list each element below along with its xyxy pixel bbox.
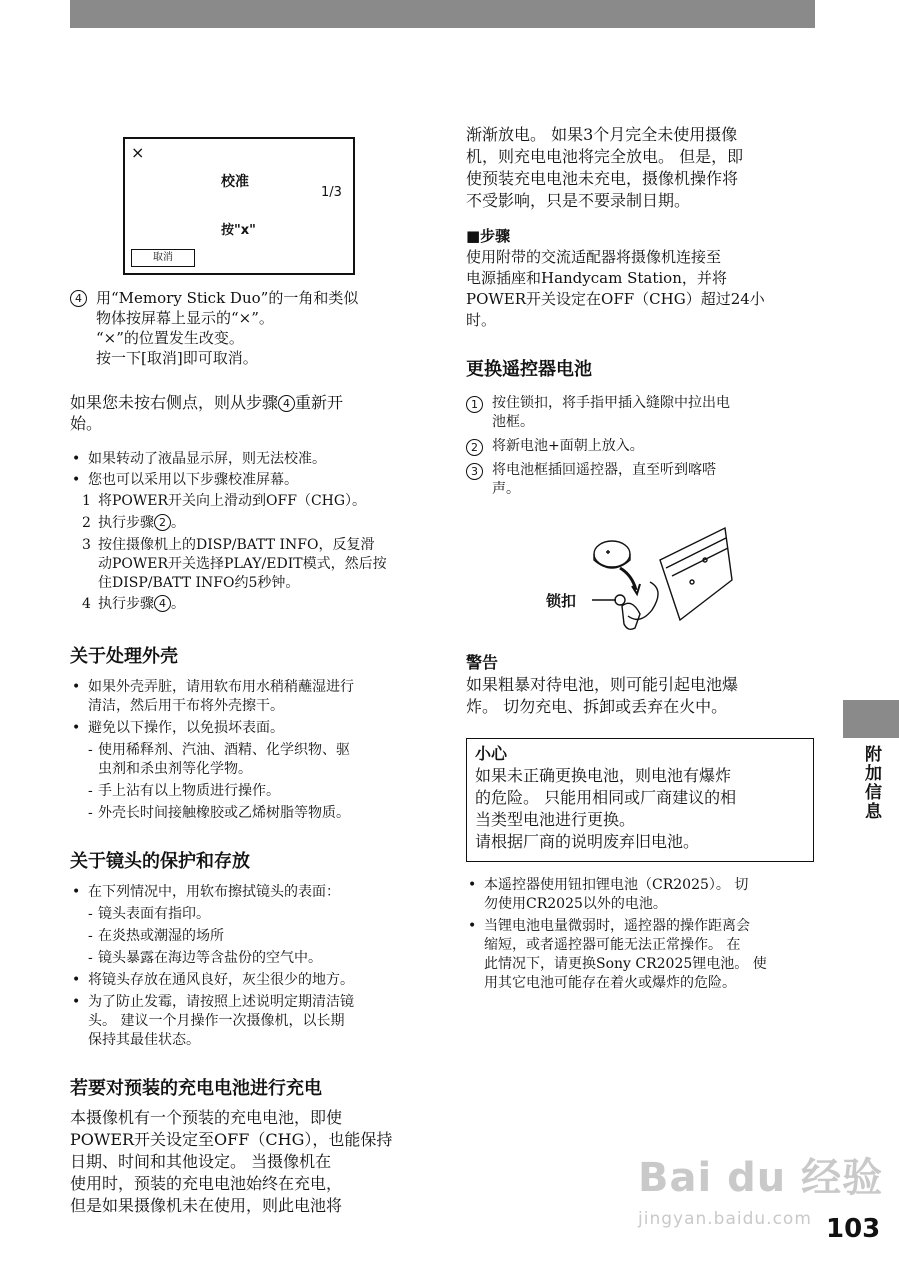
page-number: 103: [826, 1214, 881, 1244]
step-4: 4 用“Memory Stick Duo”的一角和类似 物体按屏幕上显示的“×”。 “×”的位置发生改变。 按一下[取消]即可取消。: [70, 288, 420, 368]
notes-list: • 如果转动了液晶显示屏，则无法校准。 • 您也可以采用以下步骤校准屏幕。 1 将POWER开关向上滑动到OFF（CHG）。 2 执行步骤 2 。 3 按住摄像机上的DISP/BATT INFO，反复滑 动POWER开关选择PLAY/EDIT模式，然后按 住DISP/BATT INFO约5秒钟。 4 执行步骤 4 。: [70, 450, 420, 614]
warning-block: 警告 如果粗暴对待电池，则可能引起电池爆 炸。 切勿充电、拆卸或丢弃在火中。: [466, 652, 816, 718]
steps-block: ■步骤 使用附带的交流适配器将摄像机连接至 电源插座和Handycam Station，并将 POWER开关设定在OFF（CHG）超过24小 时。: [466, 226, 816, 331]
battery-notes: • 本遥控器使用钮扣锂电池（CR2025）。 切 勿使用CR2025以外的电池。 • 当锂电池电量微弱时，遥控器的操作距离会 缩短，或者遥控器可能无法正常操作。 在 此情况下，请更换Sony CR2025锂电池。 使 用其它电池可能存在着火或爆炸的危险。: [466, 876, 816, 993]
caution-heading: 小心: [475, 744, 508, 763]
watermark: Bai du 经验 jingyan.baidu.com: [638, 1155, 884, 1229]
heading-charge: 若要对预装的充电电池进行充电: [70, 1078, 322, 1099]
screen-cancel-button: 取消: [131, 249, 195, 267]
top-bar: [70, 0, 815, 28]
paragraph-retry: 如果您未按右侧点，则从步骤 4 重新开 始。: [70, 393, 344, 433]
screen-title: 校准: [221, 174, 249, 190]
heading-case: 关于处理外壳: [70, 646, 178, 667]
close-mark: ×: [131, 143, 145, 162]
screen-press: 按"x": [221, 223, 256, 238]
heading-remote: 更换遥控器电池: [466, 359, 592, 380]
lock-label: 锁扣: [546, 592, 577, 610]
heading-lens: 关于镜头的保护和存放: [70, 851, 250, 872]
remote-steps: 1 按住锁扣，将手指甲插入缝隙中拉出电 池框。 2 将新电池+面朝上放入。 3 将电池框插回遥控器，直至听到喀嗒 声。: [466, 394, 816, 499]
case-list: • 如果外壳弄脏，请用软布用水稍稍蘸湿进行 清洁，然后用干布将外壳擦干。 • 避免以下操作，以免损坏表面。 - 使用稀释剂、汽油、酒精、化学织物、驱 虫剂和杀虫剂等化学物。 - 手上沾有以上物质进行操作。 - 外壳长时间接触橡胶或乙烯树脂等物质。: [70, 678, 420, 823]
calibration-screen: [123, 137, 355, 275]
side-tab: [843, 700, 899, 738]
step-number: 4: [70, 290, 87, 307]
side-label: 附加信息: [861, 745, 881, 821]
steps-heading: ■步骤: [466, 227, 511, 245]
lens-list: • 在下列情况中，用软布擦拭镜头的表面： - 镜头表面有指印。 - 在炎热或潮湿的场所 - 镜头暴露在海边等含盐份的空气中。 • 将镜头存放在通风良好，灰尘很少的地方。 • 为了防止发霉，请按照上述说明定期清洁镜 头。 建议一个月操作一次摄像机，以长期 保持其最佳状态。: [70, 883, 420, 1050]
warning-heading: 警告: [466, 653, 499, 672]
charge-paragraph: 本摄像机有一个预装的充电电池，即使 POWER开关设定至OFF（CHG），也能保持 日期、时间和其他设定。 当摄像机在 使用时，预装的充电电池始终在充电， 但是如果摄像机未在使用，则此电池将: [70, 1108, 393, 1215]
caution-box: 小心 如果未正确更换电池，则电池有爆炸 的危险。 只能用相同或厂商建议的相 当类型电池进行更换。 请根据厂商的说明废弃旧电池。: [466, 738, 814, 862]
discharge-paragraph: 渐渐放电。 如果3个月完全未使用摄像 机，则充电电池将完全放电。 但是，即 使预装充电电池未充电，摄像机操作将 不受影响，只是不要录制日期。: [466, 125, 744, 210]
remote-battery-illustration: [540, 520, 740, 650]
screen-counter: 1/3: [321, 185, 342, 200]
